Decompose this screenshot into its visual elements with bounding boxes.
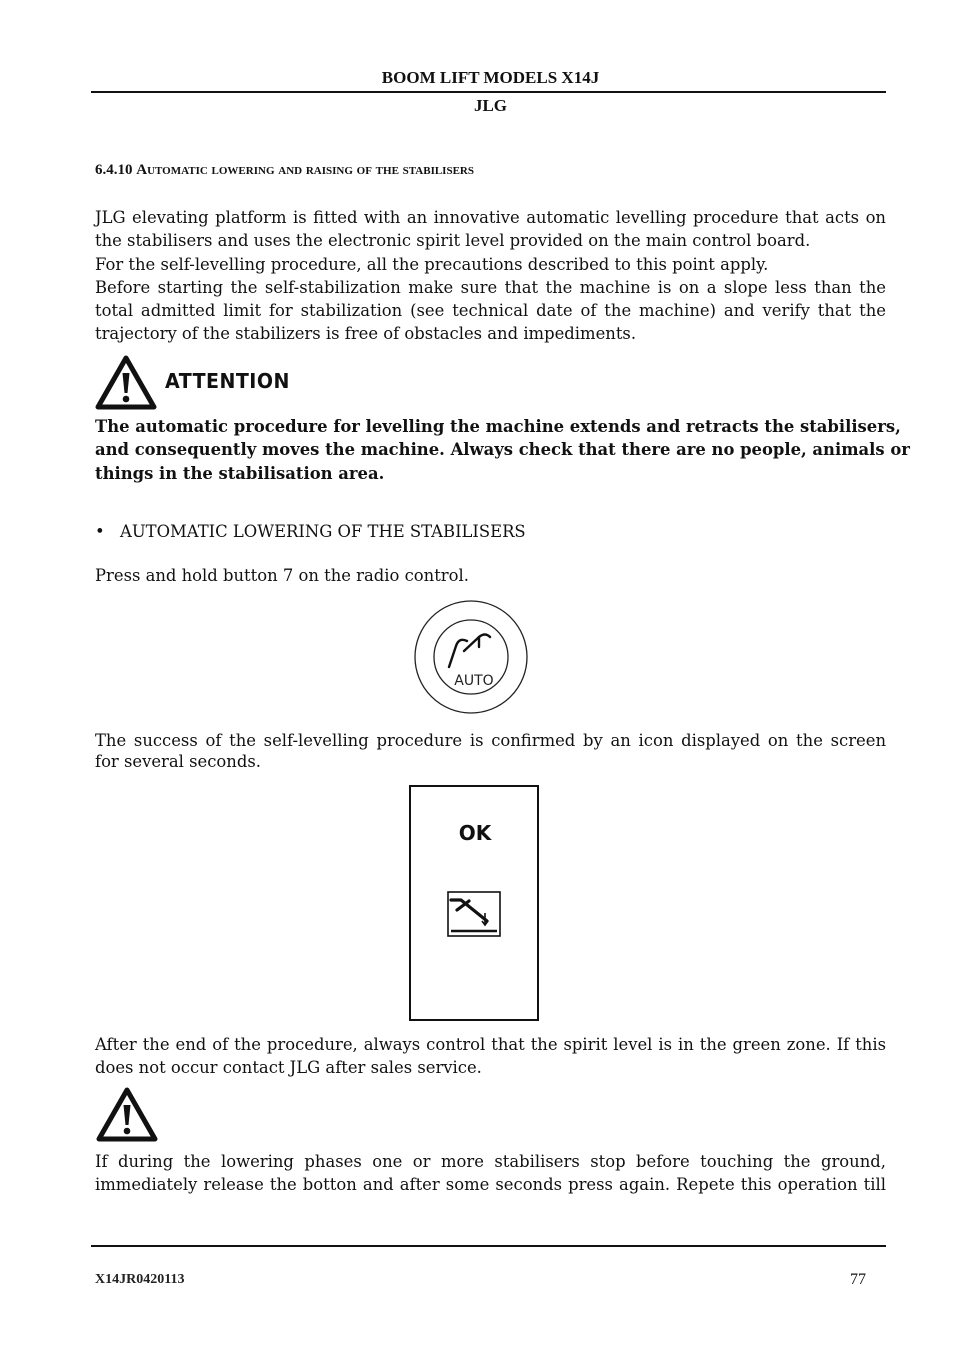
success-line: The success of the self-levelling procedure is confirmed by an icon displayed on the screen <box>95 731 886 750</box>
attention-line: The automatic procedure for levelling the machine extends and retracts the stabilisers, <box>95 417 901 436</box>
section-number: 6.4.10 <box>95 162 133 178</box>
auto-label: AUTO <box>454 673 494 689</box>
footer-document-code: X14JR0420113 <box>95 1272 185 1287</box>
attention-text <box>95 415 910 485</box>
intro-line: the stabilisers and uses the electronic spirit level provided on the main control board. <box>95 231 811 251</box>
bullet-text: AUTOMATIC LOWERING OF THE STABILISERS <box>120 522 526 541</box>
screen-ok-text: OK <box>458 821 492 845</box>
attention-label: ATTENTION <box>165 369 290 393</box>
instruction-line: Press and hold button 7 on the radio control. <box>95 566 469 585</box>
success-paragraph <box>95 730 886 772</box>
warning-paragraph <box>95 1150 886 1197</box>
intro-line: total admitted limit for stabilization (see technical date of the machine) and verify that the <box>95 301 886 321</box>
warning-line: immediately release the botton and after some seconds press again. Repete this operation till <box>95 1175 886 1195</box>
header-rule <box>91 91 886 93</box>
stabiliser-lowered-icon <box>447 891 503 939</box>
bullet-item <box>95 522 526 541</box>
bullet-symbol: • <box>95 522 105 541</box>
after-paragraph <box>95 1033 886 1080</box>
warning-triangle-icon <box>96 1087 158 1143</box>
auto-button[interactable] <box>413 599 529 715</box>
footer-rule <box>91 1245 886 1247</box>
header-title: BOOM LIFT MODELS X14J <box>381 68 600 87</box>
after-line: After the end of the procedure, always control that the spirit level is in the green zone. If this <box>95 1035 886 1054</box>
section-heading <box>95 162 474 179</box>
intro-paragraph <box>95 206 886 346</box>
warning-triangle-icon <box>95 355 157 411</box>
success-line: for several seconds. <box>95 752 261 771</box>
section-title: Automatic lowering and raising of the stabilisers <box>136 162 474 178</box>
page-number: 77 <box>850 1271 866 1288</box>
intro-line: Before starting the self-stabilization make sure that the machine is on a slope less than the <box>95 277 886 297</box>
intro-line: trajectory of the stabilizers is free of obstacles and impediments. <box>95 324 637 344</box>
warning-line: If during the lowering phases one or more stabilisers stop before touching the ground, <box>95 1152 886 1171</box>
header-brand: JLG <box>473 96 508 115</box>
instruction-text <box>95 564 886 587</box>
after-line: does not occur contact JLG after sales service. <box>95 1058 482 1078</box>
attention-line: things in the stabilisation area. <box>95 463 385 483</box>
intro-line: JLG elevating platform is fitted with an innovative automatic levelling procedure that acts on <box>95 208 886 227</box>
intro-line: For the self-levelling procedure, all the precautions described to this point apply. <box>95 254 769 274</box>
attention-line: and consequently moves the machine. Always check that there are no people, animals or <box>95 440 910 460</box>
